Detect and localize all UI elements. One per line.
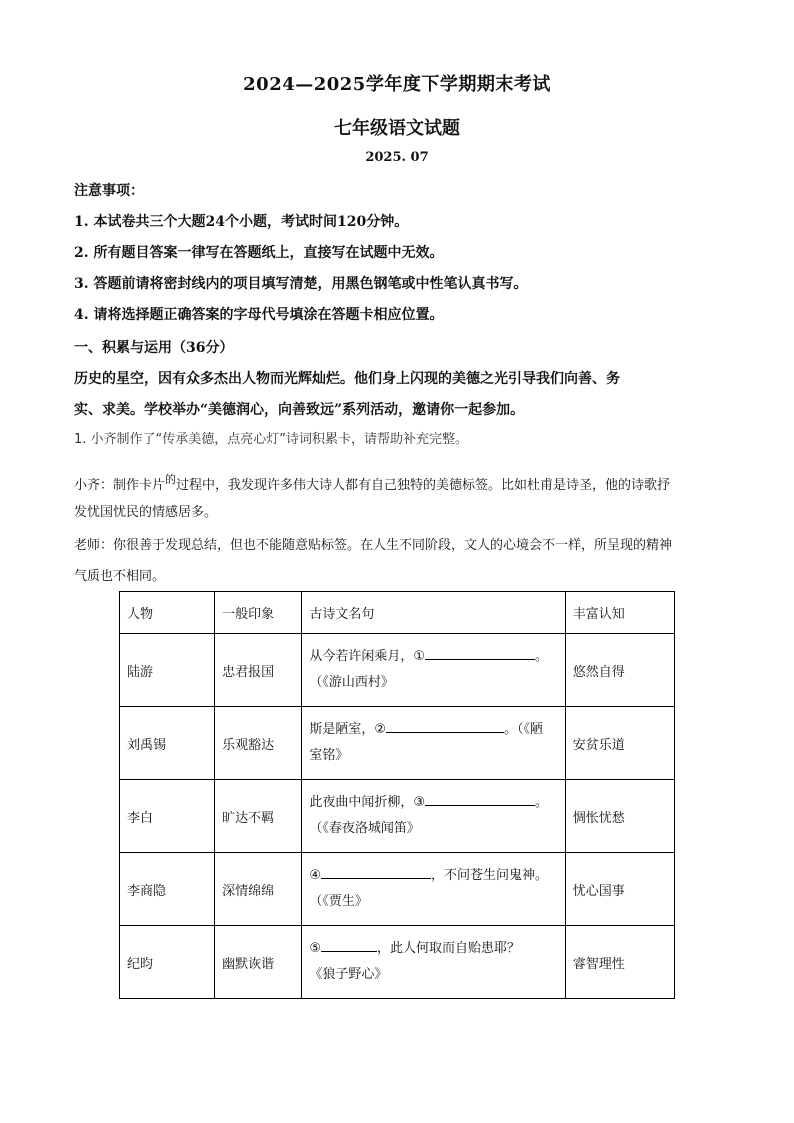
dialog-xiaoqi-sup: 的 (165, 473, 177, 486)
exam-title: 2024—2025学年度下学期期末考试 (243, 74, 551, 95)
header-impression: 一般印象 (215, 592, 302, 634)
header-quote: 古诗文名句 (302, 592, 565, 634)
cell-insight: 安贫乐道 (565, 707, 674, 780)
answer-blank[interactable] (425, 791, 535, 806)
table-row (120, 853, 675, 926)
cell-person: 刘禹锡 (120, 707, 215, 780)
note-item-1: 1. 本试卷共三个大题24个小题，考试时间120分钟。 (74, 214, 409, 230)
notes-heading: 注意事项： (74, 183, 144, 199)
cell-quote (302, 926, 565, 999)
section-intro-line-1: 历史的星空，因有众多杰出人物而光辉灿烂。他们身上闪现的美德之光引导我们向善、务 (74, 371, 620, 387)
cell-person: 李商隐 (120, 853, 215, 926)
answer-blank[interactable] (386, 718, 504, 733)
cell-quote (302, 780, 565, 853)
cell-insight: 睿智理性 (565, 926, 674, 999)
quote-source: （《春夜洛城闻笛》 (309, 821, 420, 836)
dialog-xiaoqi-part-a: 小齐：制作卡片 (74, 478, 166, 493)
quote-before: 斯是陋室，② (309, 722, 386, 737)
quote-before: ④ (309, 868, 321, 883)
cell-impression: 深情绵绵 (215, 853, 302, 926)
table-row (120, 780, 675, 853)
cell-person: 陆游 (120, 634, 215, 707)
quote-after: 。 (534, 649, 548, 664)
note-item-3: 3. 答题前请将密封线内的项目填写清楚，用黑色钢笔或中性笔认真书写。 (74, 276, 528, 292)
note-item-4: 4. 请将选择题正确答案的字母代号填涂在答题卡相应位置。 (74, 307, 444, 323)
table-row (120, 926, 675, 999)
quote-after: 。 (534, 795, 548, 810)
cell-person: 纪昀 (120, 926, 215, 999)
note-item-2: 2. 所有题目答案一律写在答题纸上，直接写在试题中无效。 (74, 245, 444, 261)
cell-quote (302, 634, 565, 707)
cell-insight: 惆怅忧愁 (565, 780, 674, 853)
poetry-card-table (119, 591, 675, 999)
cell-person: 李白 (120, 780, 215, 853)
cell-quote (302, 707, 565, 780)
dialog-teacher-line-1: 老师：你很善于发现总结，但也不能随意贴标签。在人生不同阶段，文人的心境会不一样，所呈现的精神 (74, 538, 673, 553)
exam-subtitle: 七年级语文试题 (334, 118, 460, 139)
quote-after: 。（《陋 (503, 722, 543, 737)
table-row (120, 707, 675, 780)
dialog-xiaoqi-line-2: 发忧国忧民的情感居多。 (74, 505, 218, 520)
question-1: 1. 小齐制作了“传承美德，点亮心灯”诗词积累卡，请帮助补充完整。 (74, 432, 469, 447)
cell-impression: 乐观豁达 (215, 707, 302, 780)
header-person: 人物 (120, 592, 215, 634)
quote-before: ⑤ (309, 941, 321, 956)
section-intro-line-2: 实、求美。学校举办“美德润心，向善致远”系列活动，邀请你一起参加。 (74, 402, 525, 418)
cell-insight: 悠然自得 (565, 634, 674, 707)
dialog-xiaoqi-part-b: 过程中，我发现许多伟大诗人都有自己独特的美德标签。比如杜甫是诗圣，他的诗歌抒 (176, 478, 671, 493)
quote-source: 室铭》 (309, 748, 349, 763)
dialog-teacher-line-2: 气质也不相同。 (74, 569, 166, 584)
answer-blank[interactable] (321, 864, 431, 879)
section-heading: 一、积累与运用（36分） (74, 340, 234, 356)
table-header-row (120, 592, 675, 634)
quote-source: （《贾生》 (309, 894, 368, 909)
cell-impression: 旷达不羁 (215, 780, 302, 853)
answer-blank[interactable] (425, 645, 535, 660)
cell-impression: 幽默诙谐 (215, 926, 302, 999)
quote-before: 从今若许闲乘月，① (309, 649, 425, 664)
answer-blank[interactable] (321, 937, 377, 952)
quote-source: 《狼子野心》 (309, 967, 388, 982)
quote-after: ，不问苍生问鬼神。 (430, 868, 548, 883)
quote-before: 此夜曲中闻折柳，③ (309, 795, 425, 810)
cell-insight: 忧心国事 (565, 853, 674, 926)
header-insight: 丰富认知 (565, 592, 674, 634)
dialog-xiaoqi-line-1 (74, 464, 724, 501)
cell-quote (302, 853, 565, 926)
table-row (120, 634, 675, 707)
quote-source: （《游山西村》 (309, 675, 394, 690)
cell-impression: 忠君报国 (215, 634, 302, 707)
exam-date: 2025. 07 (365, 150, 429, 165)
quote-after: ，此人何取而自贻患耶？ (376, 941, 520, 956)
